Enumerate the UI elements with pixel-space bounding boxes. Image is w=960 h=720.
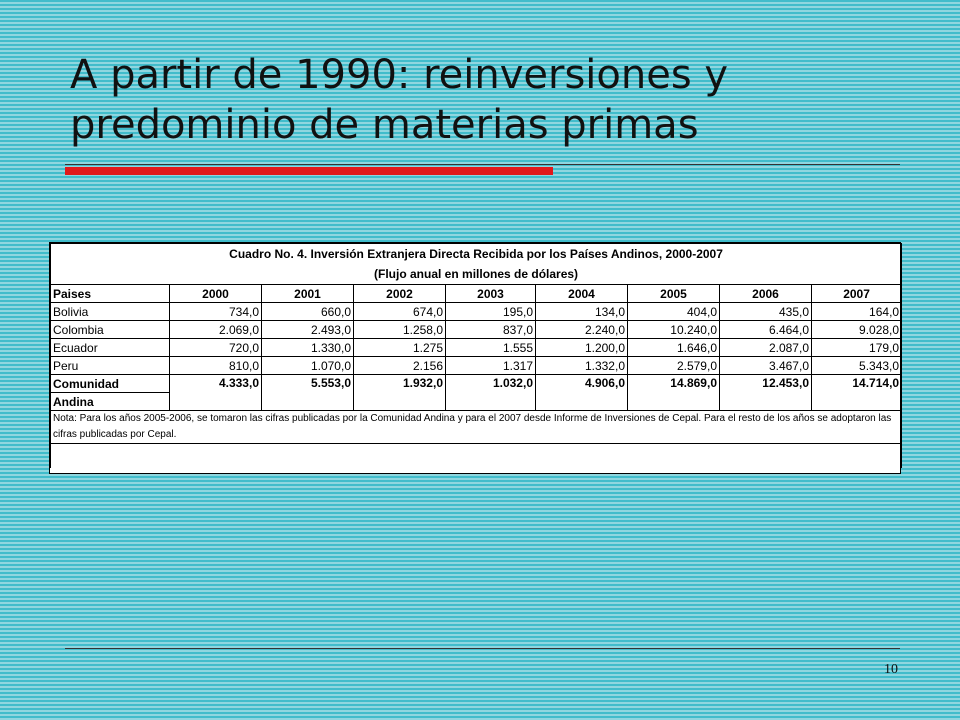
header-cell: 2007 [812,285,902,303]
table-cell: 734,0 [170,303,262,321]
slide-title-line-2: predominio de materias primas [70,102,699,148]
table-cell: 3.467,0 [720,357,812,375]
table-cell: 810,0 [170,357,262,375]
header-cell: 2006 [720,285,812,303]
table-cell: 10.240,0 [628,321,720,339]
table-cell: 2.156 [354,357,446,375]
table-cell: 179,0 [812,339,902,357]
table-cell: 6.464,0 [720,321,812,339]
total-cell: 5.553,0 [262,375,354,411]
header-cell: 2005 [628,285,720,303]
total-cell: 14.714,0 [812,375,902,411]
table-row [51,339,902,357]
table-cell: 1.555 [446,339,536,357]
table-cell: 2.493,0 [262,321,354,339]
table-cell: 1.275 [354,339,446,357]
table-row [51,303,902,321]
table-cell: 9.028,0 [812,321,902,339]
total-cell: 14.869,0 [628,375,720,411]
table-footer-space [51,444,902,469]
table-note: Nota: Para los años 2005-2006, se tomaron las cifras publicadas por la Comunidad Andina y para el 2007 desde Informe de Inversiones de Cepal. Para el resto de los años se adoptaron las cifras publicadas por Cepal. [51,411,902,444]
table-cell: 660,0 [262,303,354,321]
table-cell: 134,0 [536,303,628,321]
total-cell: 4.333,0 [170,375,262,411]
table-cell: 2.087,0 [720,339,812,357]
table-total-row [51,375,902,393]
header-cell: 2003 [446,285,536,303]
table-cell: 1.646,0 [628,339,720,357]
table-cell: 5.343,0 [812,357,902,375]
row-label: Bolivia [51,303,170,321]
header-cell: 2002 [354,285,446,303]
header-cell: 2001 [262,285,354,303]
table-cell: 2.240,0 [536,321,628,339]
total-cell: 1.932,0 [354,375,446,411]
table-cell: 2.069,0 [170,321,262,339]
table-subcaption: (Flujo anual en millones de dólares) [51,264,902,285]
row-label-cont: Andina [51,393,170,411]
footer-divider [65,648,900,649]
header-cell: Paises [51,285,170,303]
table-cell: 1.330,0 [262,339,354,357]
table-cell: 164,0 [812,303,902,321]
row-label: Ecuador [51,339,170,357]
slide-title-line-1: A partir de 1990: reinversiones y [70,52,729,98]
total-cell: 12.453,0 [720,375,812,411]
table-cell: 2.579,0 [628,357,720,375]
row-label: Comunidad [51,375,170,393]
investment-table [50,243,902,468]
header-cell: 2000 [170,285,262,303]
page-number: 10 [884,662,898,677]
table-row [51,321,902,339]
table-cell: 1.200,0 [536,339,628,357]
table-cell: 1.258,0 [354,321,446,339]
table-cell: 1.332,0 [536,357,628,375]
title-accent-bar [65,167,553,175]
table-row [51,357,902,375]
table-cell: 674,0 [354,303,446,321]
table-cell: 435,0 [720,303,812,321]
investment-table-container [49,242,901,474]
header-cell: 2004 [536,285,628,303]
table-cell: 720,0 [170,339,262,357]
table-cell: 1.070,0 [262,357,354,375]
row-label: Colombia [51,321,170,339]
slide-title [70,50,910,150]
title-divider [65,164,900,165]
row-label: Peru [51,357,170,375]
table-cell: 837,0 [446,321,536,339]
total-cell: 4.906,0 [536,375,628,411]
total-cell: 1.032,0 [446,375,536,411]
table-cell: 195,0 [446,303,536,321]
table-cell: 404,0 [628,303,720,321]
table-cell: 1.317 [446,357,536,375]
table-header-row [51,285,902,303]
table-caption: Cuadro No. 4. Inversión Extranjera Directa Recibida por los Países Andinos, 2000-2007 [51,244,902,265]
